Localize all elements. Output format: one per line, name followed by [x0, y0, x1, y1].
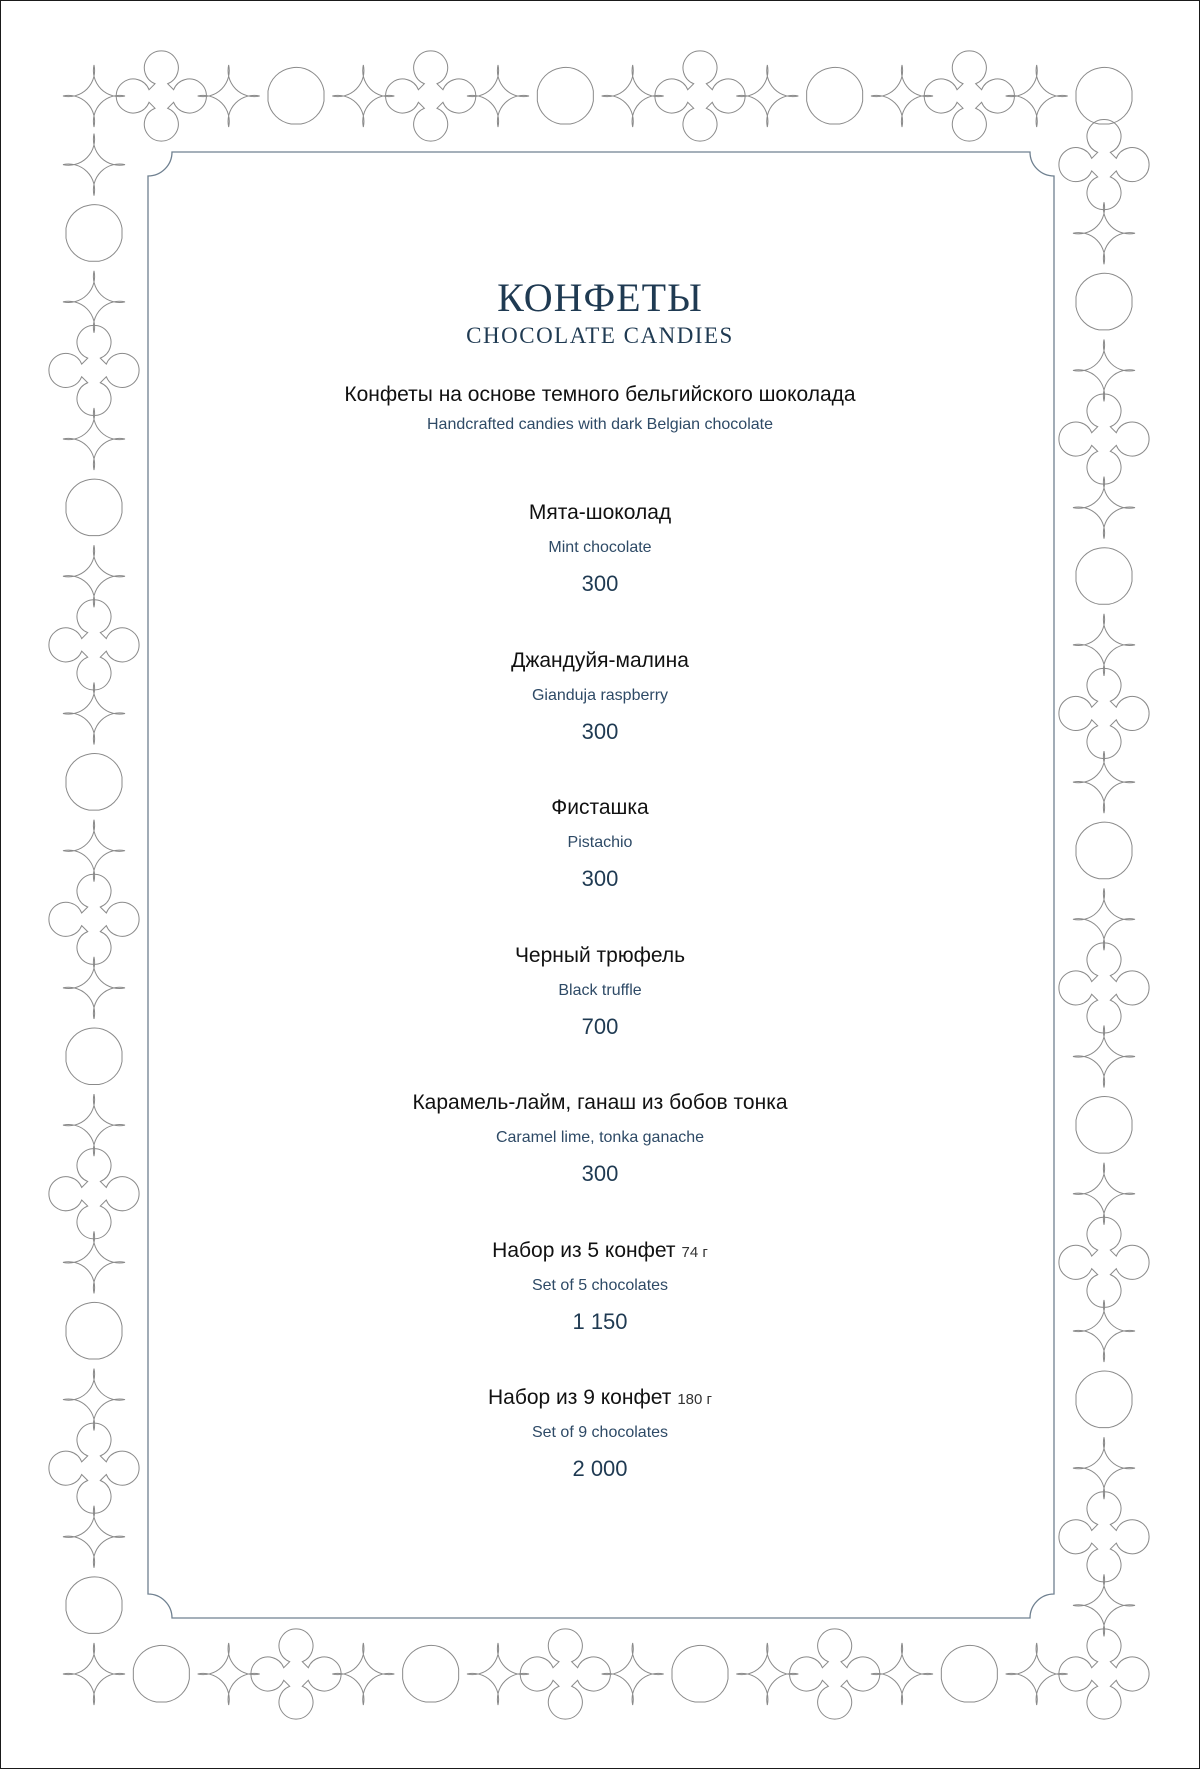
ornament-tile [63, 682, 125, 744]
ornament-tile [736, 1643, 798, 1705]
ornament-tile [198, 1643, 260, 1705]
ornament-tile [871, 1643, 933, 1705]
ornament-tile [251, 1629, 341, 1719]
ornament-tile [1059, 120, 1149, 210]
ornament-tile [63, 1506, 125, 1568]
ornament-tile [537, 67, 593, 124]
ornament-tile [1076, 67, 1132, 124]
item-price: 300 [581, 571, 619, 596]
ornament-tile [66, 1028, 122, 1085]
item-name-english: Mint chocolate [548, 539, 652, 556]
menu-item [146, 500, 1054, 648]
menu-content [146, 150, 1054, 1618]
ornament-tile [1073, 477, 1135, 539]
ornament-tile [49, 1149, 139, 1239]
ornament-tile [1073, 1437, 1135, 1499]
ornament-tile [1076, 1097, 1132, 1154]
ornament-tile [602, 65, 664, 127]
ornament-tile [602, 1643, 664, 1705]
ornament-tile [66, 754, 122, 811]
item-name-english: Gianduja raspberry [531, 686, 669, 704]
item-weight: 74 г [681, 1243, 708, 1261]
ornament-tile [49, 1423, 139, 1513]
ornament-tile [332, 65, 394, 127]
ornament-tile [63, 134, 125, 196]
ornament-tile [49, 874, 139, 964]
ornament-tile [1076, 1371, 1132, 1428]
ornament-tile [386, 51, 476, 141]
ornament-tile [871, 65, 933, 127]
ornament-tile [1073, 888, 1135, 950]
ornament-tile [941, 1645, 997, 1702]
ornament-tile [1073, 1574, 1135, 1636]
ornament-tile [63, 408, 125, 470]
item-name-english: Set of 9 chocolates [531, 1424, 669, 1441]
ornament-tile [1006, 65, 1068, 127]
ornament-tile [63, 65, 125, 127]
menu-item [146, 795, 1054, 943]
ornament-tile [63, 545, 125, 607]
item-name-english: Black truffle [558, 981, 642, 999]
ornament-tile [655, 51, 745, 141]
ornament-tile [1073, 614, 1135, 676]
menu-item [146, 648, 1054, 796]
ornament-tile [807, 67, 863, 124]
ornament-tile [1059, 1629, 1149, 1719]
menu-item [146, 1238, 1054, 1386]
ornament-tile [268, 67, 324, 124]
ornament-tile [1073, 751, 1135, 813]
item-price: 1 150 [572, 1308, 628, 1334]
item-name-english: Caramel lime, tonka ganache [495, 1129, 705, 1146]
ornament-tile [1073, 202, 1135, 264]
ornament-tile [63, 1369, 125, 1431]
ornament-tile [63, 820, 125, 882]
item-price: 300 [581, 866, 619, 891]
ornament-tile [520, 1629, 610, 1719]
page-title: КОНФЕТЫ [497, 275, 703, 320]
section-description: Конфеты на основе темного бельгийского шоколада [344, 383, 856, 406]
ornament-tile [63, 957, 125, 1019]
ornament-tile [49, 600, 139, 690]
item-price: 300 [581, 1161, 619, 1186]
ornament-tile [1076, 548, 1132, 605]
ornament-tile [116, 51, 206, 141]
ornament-tile [66, 205, 122, 262]
page-title-english: CHOCOLATE CANDIES [466, 323, 734, 348]
ornament-tile [1059, 668, 1149, 758]
ornament-tile [403, 1645, 459, 1702]
item-name: Карамель-лайм, ганаш из бобов тонка [412, 1091, 788, 1114]
menu-item [146, 1090, 1054, 1238]
ornament-tile [63, 1094, 125, 1156]
section-description-english: Handcrafted candies with dark Belgian chocolate [427, 416, 773, 433]
ornament-tile [1059, 943, 1149, 1033]
item-price: 700 [581, 1013, 619, 1039]
ornament-tile [924, 51, 1014, 141]
ornament-tile [467, 1643, 529, 1705]
item-name: Мята-шоколад [528, 501, 672, 524]
ornament-tile [672, 1645, 728, 1702]
ornament-tile [1073, 339, 1135, 401]
item-price: 300 [581, 718, 619, 744]
item-name-english: Pistachio [567, 834, 633, 851]
ornament-tile [1073, 1163, 1135, 1225]
ornament-tile [1006, 1643, 1068, 1705]
item-name: Черный трюфель [514, 943, 686, 967]
item-name: Набор из 9 конфет 180 г [487, 1386, 713, 1409]
ornament-tile [198, 65, 260, 127]
ornament-tile [66, 479, 122, 536]
ornament-tile [1076, 822, 1132, 879]
ornament-tile [1076, 273, 1132, 330]
menu-item [146, 1385, 1054, 1533]
item-name: Фисташка [551, 796, 649, 819]
ornament-tile [790, 1629, 880, 1719]
ornament-tile [1073, 1300, 1135, 1362]
item-name-english: Set of 5 chocolates [531, 1276, 669, 1294]
ornament-tile [63, 1643, 125, 1705]
item-weight: 180 г [677, 1391, 713, 1408]
menu-items [146, 500, 1054, 1533]
ornament-tile [467, 65, 529, 127]
ornament-tile [332, 1643, 394, 1705]
ornament-tile [1073, 1026, 1135, 1088]
ornament-tile [1059, 394, 1149, 484]
ornament-tile [1059, 1492, 1149, 1582]
ornament-tile [63, 1231, 125, 1293]
ornament-tile [66, 1302, 122, 1359]
item-name: Набор из 5 конфет 74 г [492, 1238, 708, 1262]
ornament-tile [736, 65, 798, 127]
ornament-tile [66, 1577, 122, 1634]
ornament-tile [1059, 1217, 1149, 1307]
ornament-tile [133, 1645, 189, 1702]
item-name: Джандуйя-малина [511, 648, 689, 672]
item-price: 2 000 [572, 1456, 628, 1481]
ornament-tile [49, 325, 139, 415]
menu-item [146, 943, 1054, 1091]
ornament-tile [63, 271, 125, 333]
